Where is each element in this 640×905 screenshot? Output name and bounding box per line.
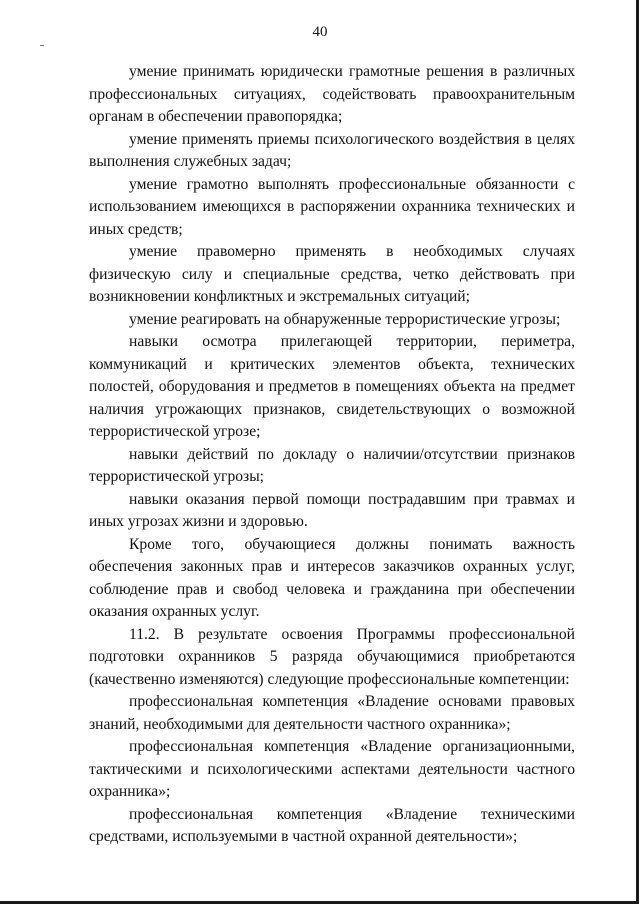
paragraph: 11.2. В результате освоения Программы профессиональной подготовки охранников 5 разряда обучающимися приобретаются (качественно изменяются) следующие профессиональные компетенции: [89, 625, 575, 688]
paragraph: умение грамотно выполнять профессиональные обязанности с использованием имеющихся в распоряжении охранника технических и иных средств; [89, 175, 575, 238]
paragraph: умение реагировать на обнаруженные террористические угрозы; [129, 310, 561, 328]
margin-mark [40, 45, 44, 46]
paragraph: умение применять приемы психологического воздействия в целях выполнения служебных задач; [89, 130, 575, 170]
document-body [89, 61, 575, 849]
page-number: 40 [312, 24, 328, 40]
paragraph: Кроме того, обучающиеся должны понимать важность обеспечения законных прав и интересов заказчиков охранных услуг, соблюдение прав и свобод человека и гражданина при обеспечении оказания охранных услуг. [89, 535, 575, 620]
paragraph: умение правомерно применять в необходимых случаях физическую силу и специальные средства, четко действовать при возникновении конфликтных и экстремальных ситуаций; [89, 243, 575, 305]
paragraph: навыки осмотра прилегающей территории, периметра, коммуникаций и критических элементов объекта, технических полостей, оборудования и предметов в помещениях объекта на предмет наличия угрожающих признаков, свидетельствующих о возможной террористической угрозе; [89, 333, 575, 440]
paragraph: навыки оказания первой помощи пострадавшим при травмах и иных угрозах жизни и здоровью. [89, 490, 575, 530]
paragraph: профессиональная компетенция «Владение основами правовых знаний, необходимыми для деятельности частного охранника»; [89, 693, 575, 733]
paragraph: профессиональная компетенция «Владение организационными, тактическими и психологическими аспектами деятельности частного охранника»; [89, 738, 575, 800]
paragraph: навыки действий по докладу о наличии/отсутствии признаков террористической угрозы; [89, 445, 575, 485]
paragraph: умение принимать юридически грамотные решения в различных профессиональных ситуациях, содействовать правоохранительным органам в обеспечении правопорядка; [89, 63, 575, 125]
paragraph: профессиональная компетенция «Владение техническими средствами, используемыми в частной охранной деятельности»; [89, 805, 575, 845]
